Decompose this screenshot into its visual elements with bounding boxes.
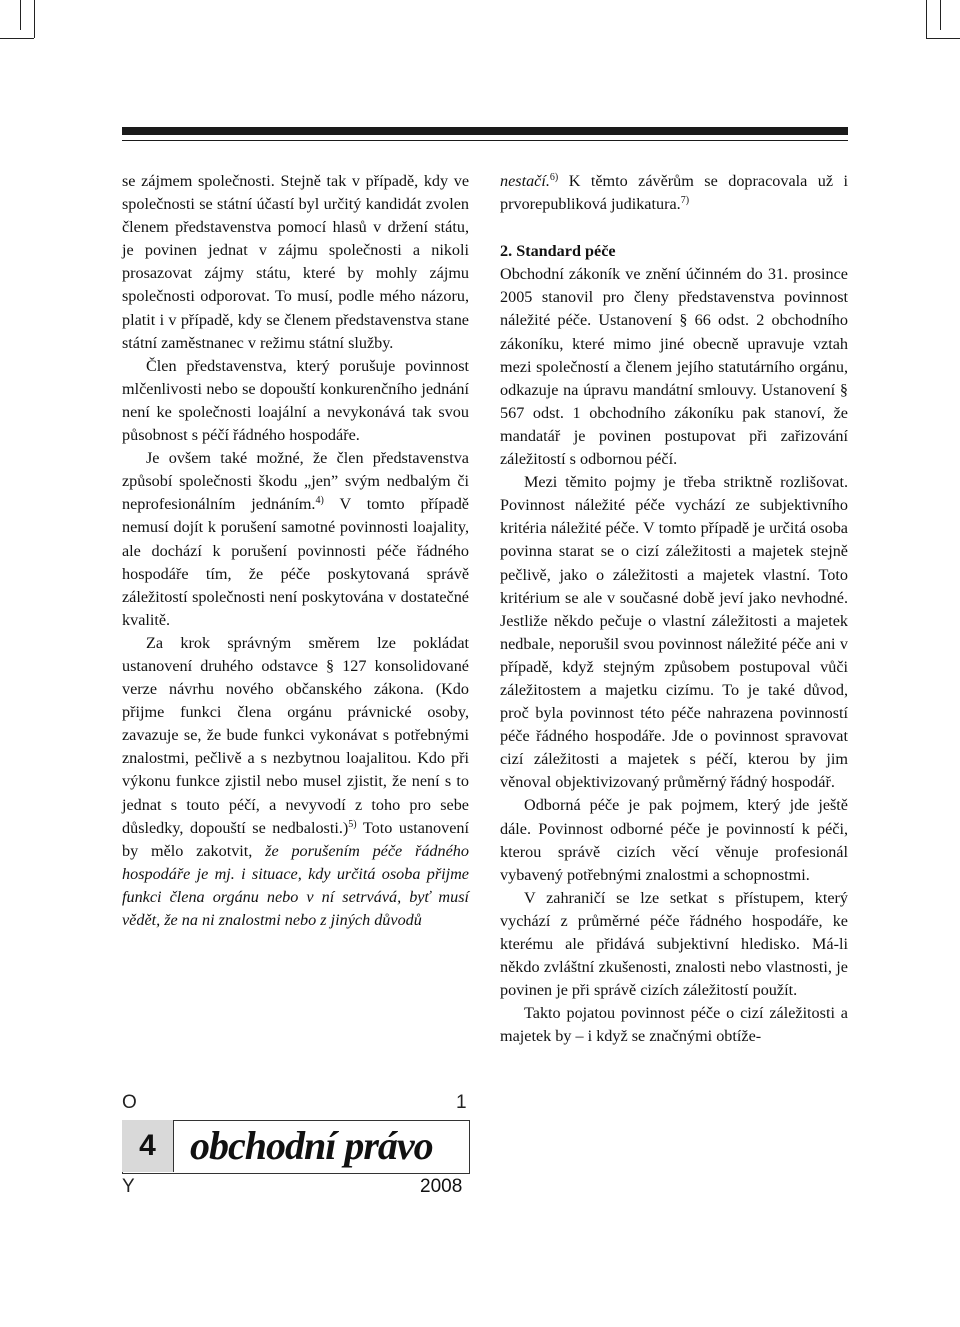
crop-mark bbox=[926, 38, 960, 39]
footnote-ref: 4) bbox=[315, 495, 324, 507]
paragraph: se zájmem společnosti. Stejně tak v případě, kdy ve společnosti se státní účastí byl určitý kandidát zvolen členem představenstva pomocí hlasů v držení státu, je povinen jednat v zájmu společnosti a nikoli prosazovat zájmy státu, které by mohly zájmu společnosti odporovat. To musí, podle mého názoru, platit i v případě, kdy se členem představenstva stane státní zaměstnanec v režimu státní služby. bbox=[122, 172, 469, 352]
footnote-ref: 6) bbox=[549, 172, 559, 183]
footnote-ref: 5) bbox=[348, 818, 357, 830]
paragraph: Takto pojatou povinnost péče o cizí záležitosti a majetek by – i když se značnými obtíže- bbox=[500, 1004, 848, 1046]
left-column bbox=[122, 170, 469, 932]
crop-mark bbox=[926, 0, 927, 38]
logo-issue-number: 4 bbox=[122, 1120, 174, 1172]
paragraph: nestačí.$^{6)}$ K těmto závěrům se dopracovala už i prvorepubliková judikatura.$^{7)}$ bbox=[500, 172, 848, 214]
paragraph: Za krok správným směrem lze pokládat ustanovení druhého odstavce § 127 konsolidované verze návrhu nového občanského zákona. (Kdo přijme funkci člena orgánu právnické osoby, zavazuje se, že bude funkci vykonávat s potřebnými znalostmi, pečlivě a s nezbytnou loajalitou. Kdo při výkonu funkce zjistil nebo musel zjistit, že není s to jednat s touto péčí, a nevyvodí z toho pro sebe důsledky, dopouští se nedbalosti.)$^{5)}$ Toto ustanovení by mělo zakotvit, že porušením péče řádného hospodáře je mj. i situace, kdy určitá osoba přijme funkci člena orgánu nebo v ní setrvává, byť musí vědět, že na ni znalostmi nebo z jiných důvodů bbox=[122, 633, 469, 929]
footnote-ref: 7) bbox=[680, 195, 690, 207]
paragraph: V zahraničí se lze setkat s přístupem, který vychází z průměrné péče řádného hospodáře, ke kterému ale přidává subjektivní hledisko. Má-li někdo zvláštní zkušenosti, znalosti nebo vlastnosti, je povinen je při správě cizích záležitostí použít. bbox=[500, 888, 848, 1000]
crop-mark bbox=[0, 38, 34, 39]
logo-volume: 1 bbox=[456, 1092, 467, 1113]
logo-letter-top: O bbox=[122, 1092, 137, 1113]
header-rule-thick bbox=[122, 127, 848, 135]
logo-title: obchodní právo bbox=[190, 1123, 433, 1168]
section-heading: 2. Standard péče bbox=[500, 242, 616, 261]
paragraph: Obchodní zákoník ve znění účinném do 31. prosince 2005 stanovil pro členy představenstva povinnost náležité péče. Ustanovení § 66 odst. 2 obchodního zákoníku, které mimo jiné obecně upravuje vztah mezi společností a členem jejího statutárního orgánu, odkazuje na úpravu mandátní smlouvy. Ustanovení § 567 odst. 1 obchodního zákoníku pak stanoví, že mandatář je povinen postupovat při zařizování záležitostí s odbornou péčí. bbox=[500, 265, 848, 469]
logo-letter-bottom: Y bbox=[122, 1176, 135, 1197]
crop-mark bbox=[940, 0, 941, 30]
crop-mark bbox=[20, 0, 21, 30]
logo-year: 2008 bbox=[420, 1176, 463, 1197]
paragraph: Člen představenstva, který porušuje povinnost mlčenlivosti nebo se dopouští konkurenčního jednání není ke společnosti loajální a nevykonává tak svou působnost s péčí řádného hospodáře. bbox=[122, 356, 469, 445]
paragraph: Je ovšem také možné, že člen představenstva způsobí společnosti škodu „jen” svým nedbalým či neprofesionálním jednáním.$^{4)}$ V tomto případě nemusí dojít k porušení samotné povinnosti loajality, ale dochází k porušení povinnosti péče řádného hospodáře tím, že péče poskytovaná správě záležitostí společnosti není poskytována v dostatečné kvalitě. bbox=[122, 449, 469, 629]
paragraph: Odborná péče je pak pojmem, který jde ještě dále. Povinnost odborné péče je povinností k péči, kterou správě cizích věcí věnuje profesionál vybavený potřebnými znalostmi a schopnostmi. bbox=[500, 796, 848, 884]
crop-mark bbox=[34, 0, 35, 38]
paragraph: Mezi těmito pojmy je třeba striktně rozlišovat. Povinnost náležité péče vychází ze subjektivního kritéria náležité péče. V tomto případě je určitá osoba povinna starat se o cizí záležitosti a majetek stejně pečlivě, jako o záležitosti a majetek vlastní. Toto kritérium se ale v současné době jeví jako nevhodné. Jestliže někdo pečuje o vlastní záležitosti a majetek nedbale, neporušil svou povinnost náležité péče ani v případě, když stejným způsobem postupoval vůči záležitostem a majetku cizímu. To je také důvod, proč byla povinnost této péče nahrazena povinností péče řádného hospodáře. Jde o povinnost spravovat cizí záležitosti a majetek s péčí, kterou by jim věnoval objektivizovaný průměrný řádný hospodář. bbox=[500, 473, 848, 792]
header-rule-thin bbox=[122, 140, 848, 141]
right-column bbox=[500, 170, 848, 1048]
